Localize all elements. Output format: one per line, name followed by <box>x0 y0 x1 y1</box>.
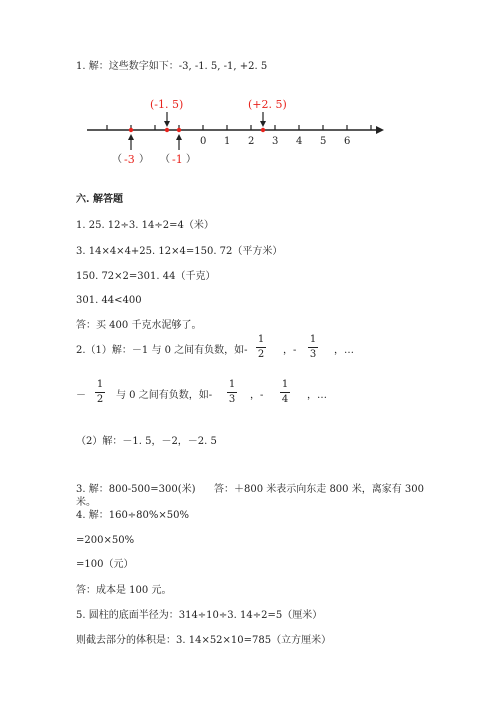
tick-label: 4 <box>296 136 303 147</box>
tick-label: 0 <box>200 136 207 147</box>
label-plus-2-5: (+2. 5) <box>248 98 287 111</box>
label-minus-3-close: ） <box>139 154 149 165</box>
label-minus-1-open: （ <box>160 154 170 165</box>
fraction-one-third: 1 3 <box>309 334 317 360</box>
q2-line1-end: ，… <box>334 345 354 356</box>
q3-left: 3. 解：800-500=300(米) <box>76 484 196 495</box>
answer-line: 答：买 400 千克水泥够了。 <box>76 320 202 331</box>
q2-line2-mid: 与 0 之间有负数，如- <box>116 390 213 401</box>
label-minus-1: -1 <box>172 153 183 166</box>
answer-line: 5. 圆柱的底面半径为：314÷10÷3. 14÷2=5（厘米） <box>76 610 323 621</box>
point-minus-3 <box>129 128 133 132</box>
q3-continuation: 米。 <box>76 497 96 508</box>
q2-line1-sep: ，- <box>283 345 297 356</box>
answer-line: 301. 44<400 <box>76 295 142 306</box>
tick-label: 3 <box>272 136 279 147</box>
q2-line2-end: ，… <box>307 390 327 401</box>
label-minus-3-open: （ <box>112 154 122 165</box>
answer-line: 则截去部分的体积是：3. 14×52×10=785（立方厘米） <box>76 635 332 646</box>
q2-line2-sep: ，- <box>250 390 264 401</box>
answer-line: 150. 72×2=301. 44（千克） <box>76 271 216 282</box>
fraction-one-half: 1 2 <box>96 379 104 405</box>
number-line-arrowhead <box>376 126 384 134</box>
q2-line2-prefix: － <box>76 390 86 401</box>
label-minus-3: -3 <box>124 153 135 166</box>
answer-line: 答：成本是 100 元。 <box>76 585 172 596</box>
tick-label: 1 <box>224 136 231 147</box>
label-minus-1-5: (-1. 5) <box>150 98 184 111</box>
section-heading: 六. 解答题 <box>76 194 123 205</box>
fraction-one-quarter: 1 4 <box>281 379 289 405</box>
tick-label: 6 <box>344 136 351 147</box>
fraction-one-half: 1 2 <box>257 334 265 360</box>
tick-label: 2 <box>248 136 255 147</box>
tick-label: 5 <box>320 136 327 147</box>
answer-line-q1: 1. 解：这些数字如下：-3, -1. 5, -1, +2. 5 <box>76 61 268 72</box>
point-plus-2-5 <box>261 128 265 132</box>
answer-line: =100（元） <box>76 559 134 570</box>
point-minus-1-5 <box>165 128 169 132</box>
answer-line: 1. 25. 12÷3. 14÷2=4（米） <box>76 220 214 231</box>
q3-right: 答：＋800 米表示向东走 800 米，离家有 300 <box>214 484 424 495</box>
answer-line: 4. 解：160÷80%×50% <box>76 510 190 521</box>
answer-line: 3. 14×4×4+25. 12×4=150. 72（平方米） <box>76 246 283 257</box>
label-minus-1-close: ） <box>186 154 196 165</box>
fraction-one-third: 1 3 <box>228 379 236 405</box>
answer-line: =200×50% <box>76 535 135 546</box>
q2-line1-prefix: 2.（1）解：－1 与 0 之间有负数，如- <box>76 345 248 356</box>
q2-part2: （2）解：－1. 5，－2，－2. 5 <box>76 436 217 447</box>
point-minus-1 <box>177 128 181 132</box>
